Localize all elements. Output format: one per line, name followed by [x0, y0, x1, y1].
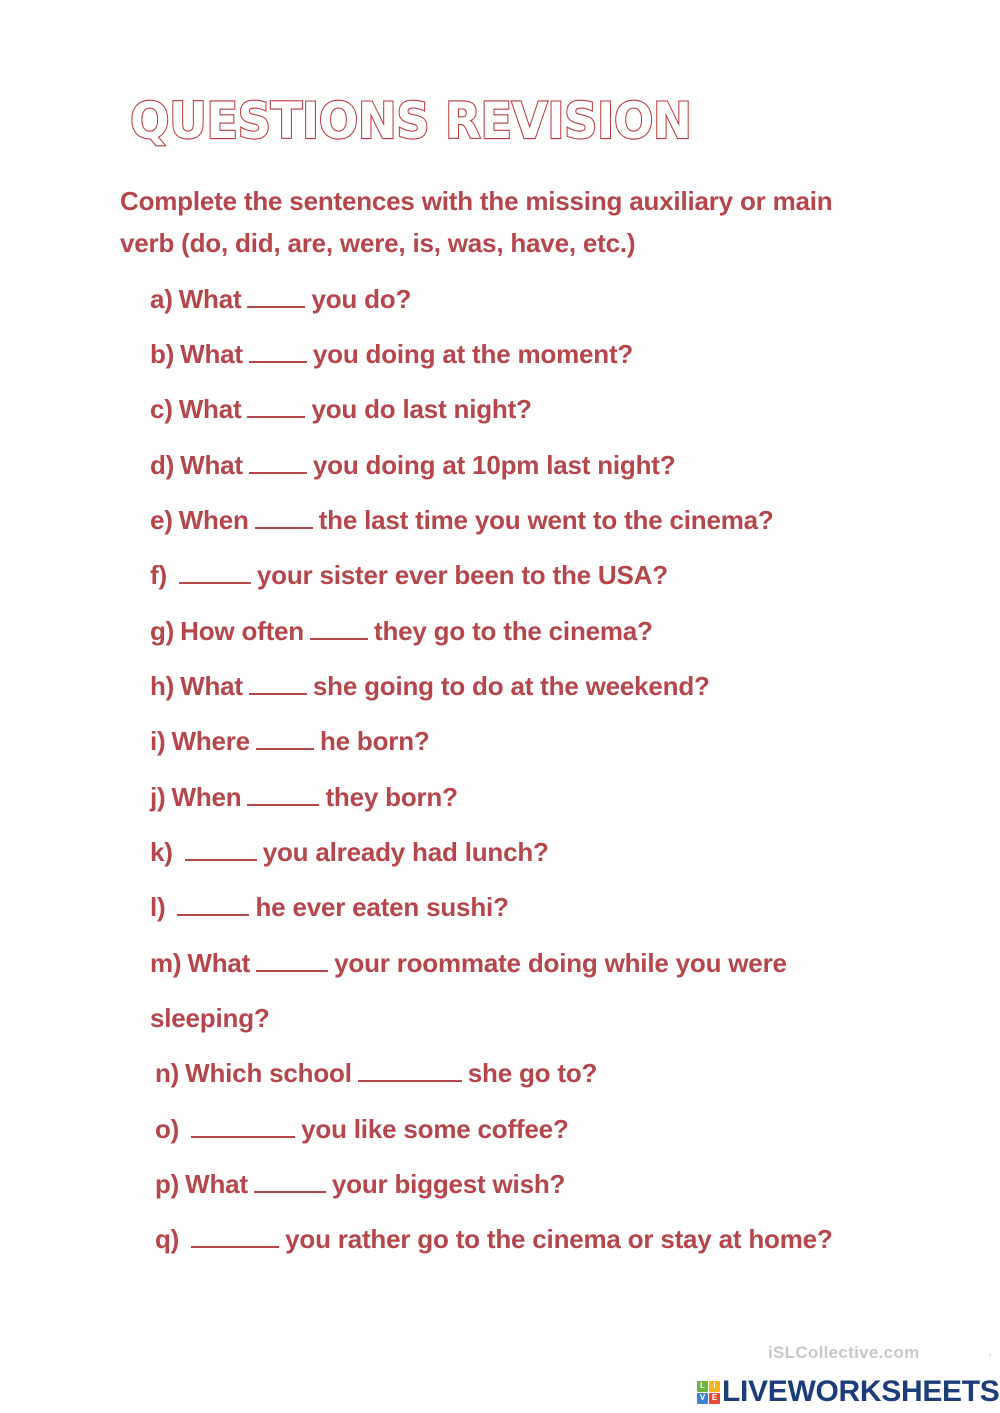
question-item [150, 339, 633, 369]
question-item [155, 1224, 833, 1254]
question-text-before: What [178, 284, 242, 314]
question-text-after: they born? [325, 782, 458, 812]
question-text-before: Where [171, 726, 250, 756]
liveworksheets-brand-text: LIVEWORKSHEETS [722, 1375, 1000, 1408]
question-item [150, 505, 774, 535]
question-text-after: you doing at the moment? [312, 339, 634, 369]
question-label: j) [150, 782, 166, 812]
question-item [150, 1003, 270, 1033]
question-item [150, 782, 458, 812]
answer-blank[interactable] [255, 505, 313, 529]
question-item [150, 837, 549, 867]
question-label: l) [150, 892, 166, 922]
question-text-after: the last time you went to the cinema? [318, 505, 774, 535]
question-text-before: How often [180, 616, 304, 646]
answer-blank[interactable] [185, 837, 257, 861]
question-text-after: he born? [319, 726, 430, 756]
question-item [155, 1169, 565, 1199]
answer-blank[interactable] [249, 671, 307, 695]
answer-blank[interactable] [179, 560, 251, 584]
question-item [150, 284, 411, 314]
question-text-after: your roommate doing while you were [334, 948, 787, 978]
question-label: k) [150, 837, 173, 867]
instructions-line-2: verb (do, did, are, were, is, was, have, etc.) [120, 228, 636, 258]
question-text-before: When [178, 505, 249, 535]
answer-blank[interactable] [247, 284, 305, 308]
answer-blank[interactable] [177, 892, 249, 916]
question-label: q) [155, 1224, 180, 1254]
question-text-after: she going to do at the weekend? [312, 671, 710, 701]
question-text-before: What [187, 948, 251, 978]
logo-square-v: V [697, 1393, 708, 1404]
question-text-after: sleeping? [150, 1003, 270, 1033]
question-text-after: you rather go to the cinema or stay at home? [285, 1224, 833, 1254]
live-squares-icon [697, 1381, 720, 1404]
instructions [120, 180, 880, 264]
logo-square-e: E [709, 1393, 720, 1404]
question-text-before: Which school [185, 1058, 352, 1088]
question-item [150, 616, 653, 646]
question-text-after: you do? [311, 284, 412, 314]
question-text-after: you do last night? [311, 394, 532, 424]
liveworksheets-logo[interactable] [697, 1377, 1000, 1407]
question-label: c) [150, 394, 173, 424]
question-text-after: they go to the cinema? [374, 616, 653, 646]
question-label: i) [150, 726, 166, 756]
answer-blank[interactable] [310, 616, 368, 640]
question-item [155, 1058, 597, 1088]
question-label: g) [150, 616, 175, 646]
worksheet-title: QUESTIONS REVISION [130, 92, 692, 150]
question-label: d) [150, 450, 175, 480]
question-text-after: she go to? [467, 1058, 598, 1088]
question-text-after: you like some coffee? [301, 1114, 569, 1144]
answer-blank[interactable] [247, 782, 319, 806]
question-label: b) [150, 339, 175, 369]
question-text-before: What [180, 671, 243, 701]
question-label: f) [150, 560, 167, 590]
answer-blank[interactable] [256, 726, 314, 750]
question-item [150, 394, 532, 424]
question-text-after: he ever eaten sushi? [255, 892, 509, 922]
question-item [150, 948, 787, 978]
answer-blank[interactable] [191, 1224, 279, 1248]
answer-blank[interactable] [249, 339, 307, 363]
logo-square-l: L [697, 1381, 708, 1392]
question-label: m) [150, 948, 182, 978]
question-text-before: What [178, 394, 242, 424]
answer-blank[interactable] [249, 450, 307, 474]
watermark-dot: . [988, 1343, 993, 1360]
question-item [150, 892, 509, 922]
question-text-after: you already had lunch? [262, 837, 549, 867]
question-item [150, 726, 430, 756]
question-item [150, 671, 710, 701]
question-text-after: you doing at 10pm last night? [312, 450, 676, 480]
answer-blank[interactable] [256, 948, 328, 972]
question-label: n) [155, 1058, 180, 1088]
question-label: p) [155, 1169, 180, 1199]
question-text-before: What [180, 339, 243, 369]
logo-square-i: I [709, 1381, 720, 1392]
question-item [150, 450, 675, 480]
question-item [155, 1114, 569, 1144]
answer-blank[interactable] [254, 1169, 326, 1193]
islcollective-watermark: iSLCollective.com [768, 1343, 920, 1362]
answer-blank[interactable] [247, 394, 305, 418]
question-item [150, 560, 668, 590]
question-label: o) [155, 1114, 180, 1144]
question-text-before: When [171, 782, 242, 812]
question-text-before: What [180, 450, 243, 480]
question-text-after: your sister ever been to the USA? [256, 560, 668, 590]
question-text-before: What [185, 1169, 248, 1199]
question-text-after: your biggest wish? [331, 1169, 566, 1199]
question-label: a) [150, 284, 173, 314]
question-label: e) [150, 505, 173, 535]
answer-blank[interactable] [358, 1058, 462, 1082]
question-label: h) [150, 671, 175, 701]
answer-blank[interactable] [191, 1114, 295, 1138]
instructions-line-1: Complete the sentences with the missing auxiliary or main [120, 186, 833, 216]
